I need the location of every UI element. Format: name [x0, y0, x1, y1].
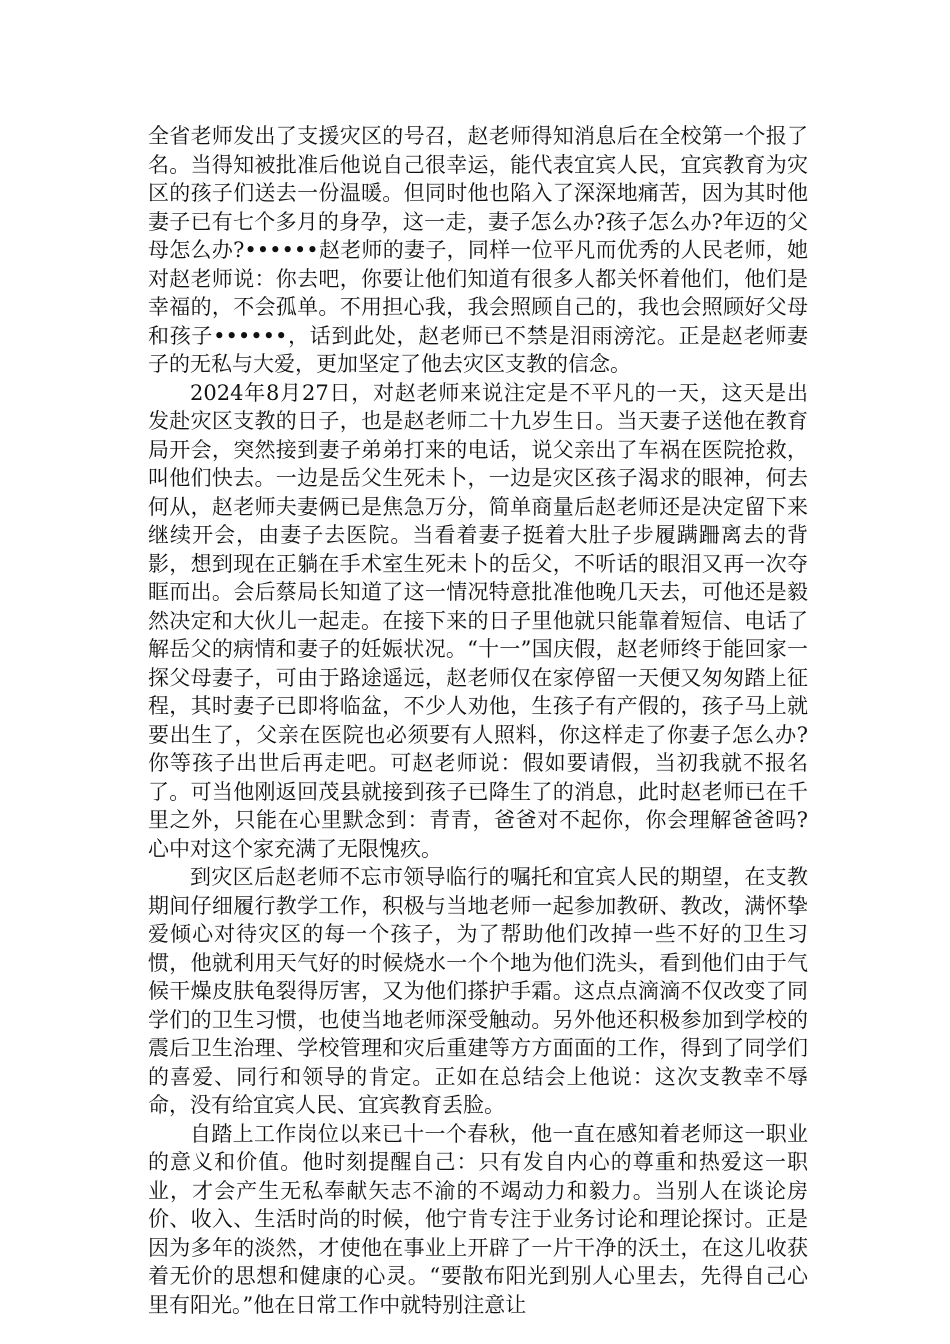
paragraph-4: 自踏上工作岗位以来已十一个春秋，他一直在感知着老师这一职业的意义和价值。他时刻提醒自己：只有发自内心的尊重和热爱这一职业，才会产生无私奉献矢志不渝的不竭动力和毅力。当别人在谈论房价、收入、生活时尚的时候，他宁肯专注于业务讨论和理论探讨。正是因为多年的淡然，才使他在事业上开辟了一片干净的沃土，在这儿收获着无价的思想和健康的心灵。“要散布阳光到别人心里去，先得自己心里有阳光。”他在日常工作中就特别注意让 — [148, 1121, 808, 1317]
document-body — [148, 122, 808, 1319]
paragraph-2: 2024年8月27日，对赵老师来说注定是不平凡的一天，这天是出发赴灾区支教的日子，也是赵老师二十九岁生日。当天妻子送他在教育局开会，突然接到妻子弟弟打来的电话，说父亲出了车祸在医院抢救，叫他们快去。一边是岳父生死未卜，一边是灾区孩子渴求的眼神，何去何从，赵老师夫妻俩已是焦急万分，简单商量后赵老师还是决定留下来继续开会，由妻子去医院。当看着妻子挺着大肚子步履蹒跚离去的背影，想到现在正躺在手术室生死未卜的岳父，不听话的眼泪又再一次夺眶而出。会后蔡局长知道了这一情况特意批准他晚几天去，可他还是毅然决定和大伙儿一起走。在接下来的日子里他就只能靠着短信、电话了解岳父的病情和妻子的妊娠状况。“十一”国庆假，赵老师终于能回家一探父母妻子，可由于路途遥远，赵老师仅在家停留一天便又匆匆踏上征程，其时妻子已即将临盆，不少人劝他，生孩子有产假的，孩子马上就要出生了，父亲在医院也必须要有人照料，你这样走了你妻子怎么办?你等孩子出世后再走吧。可赵老师说：假如要请假，当初我就不报名了。可当他刚返回茂县就接到孩子已降生了的消息，此时赵老师已在千里之外，只能在心里默念到：青青，爸爸对不起你，你会理解爸爸吗?心中对这个家充满了无限愧疚。 — [148, 380, 808, 861]
paragraph-3: 到灾区后赵老师不忘市领导临行的嘱托和宜宾人民的期望，在支教期间仔细履行教学工作，积极与当地老师一起参加教研、教改，满怀挚爱倾心对待灾区的每一个孩子，为了帮助他们改掉一些不好的卫生习惯，他就利用天气好的时候烧水一个个地为他们洗头，看到他们由于气候干燥皮肤龟裂得厉害，又为他们搽护手霜。这点点滴滴不仅改变了同学们的卫生习惯，也使当地老师深受触动。另外他还积极参加到学校的震后卫生治理、学校管理和灾后重建等方方面面的工作，得到了同学们的喜爱、同行和领导的肯定。正如在总结会上他说：这次支教幸不辱命，没有给宜宾人民、宜宾教育丢脸。 — [148, 865, 808, 1117]
paragraph-1: 全省老师发出了支援灾区的号召，赵老师得知消息后在全校第一个报了名。当得知被批准后他说自己很幸运，能代表宜宾人民，宜宾教育为灾区的孩子们送去一份温暖。但同时他也陷入了深深地痛苦，因为其时他妻子已有七个多月的身孕，这一走，妻子怎么办?孩子怎么办?年迈的父母怎么办?••••••赵老师的妻子，同样一位平凡而优秀的人民老师，她对赵老师说：你去吧，你要让他们知道有很多人都关怀着他们，他们是幸福的，不会孤单。不用担心我，我会照顾自己的，我也会照顾好父母和孩子••••••，话到此处，赵老师已不禁是泪雨滂沱。正是赵老师妻子的无私与大爱，更加坚定了他去灾区支教的信念。 — [148, 124, 808, 376]
